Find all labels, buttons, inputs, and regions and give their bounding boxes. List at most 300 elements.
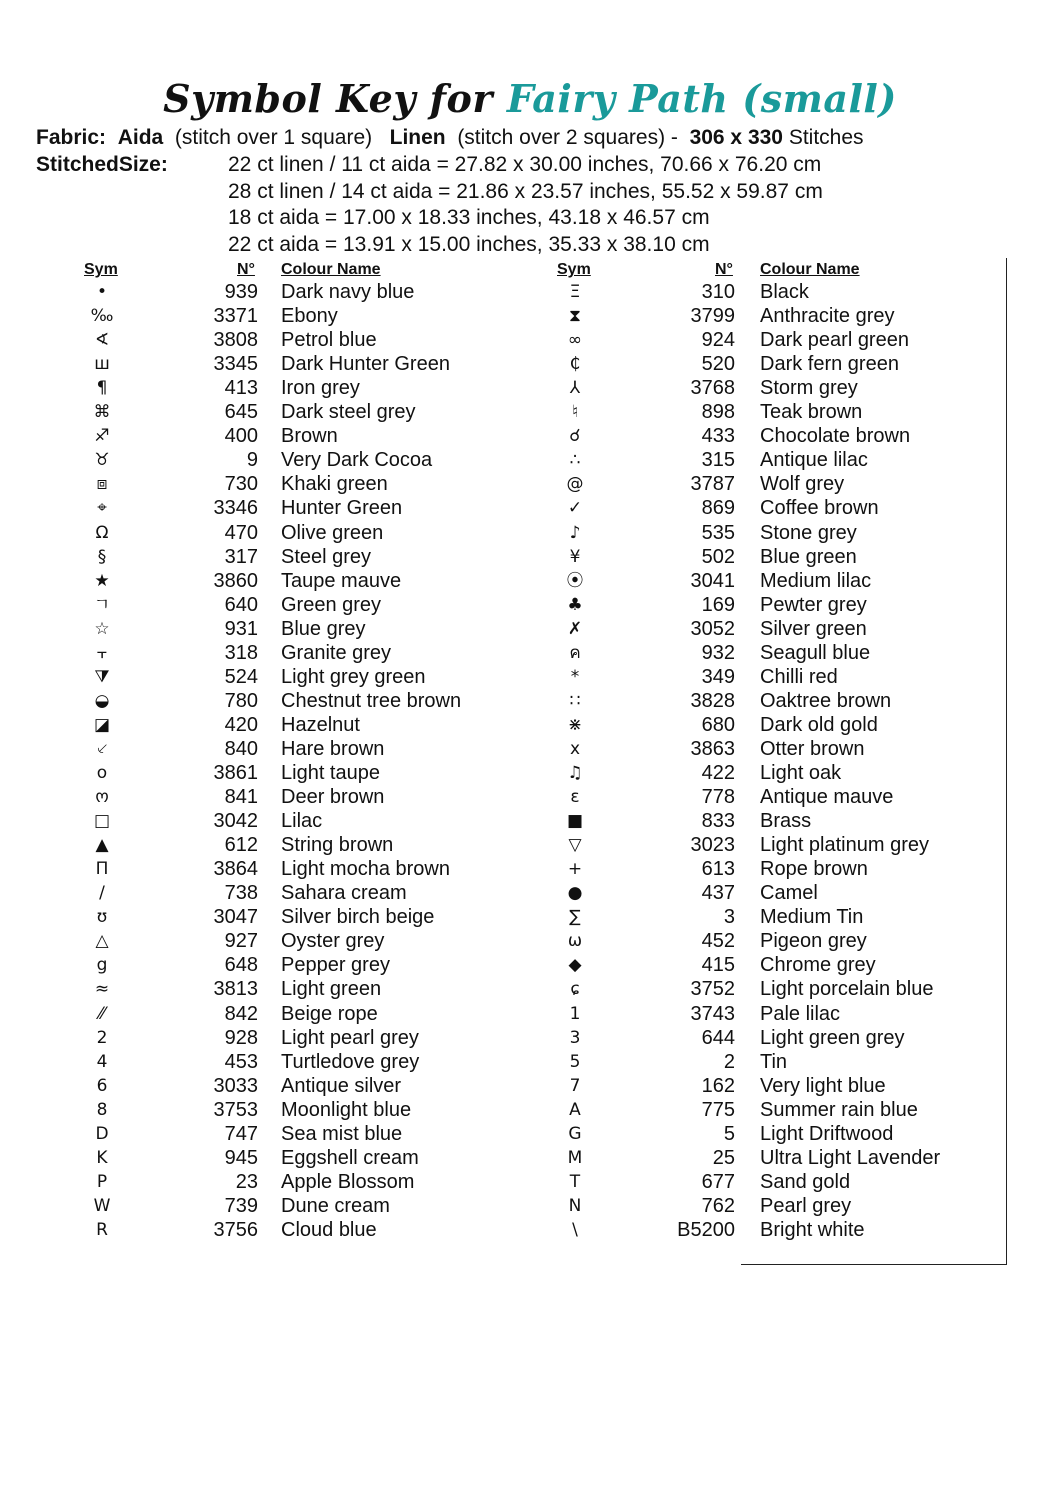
symbol-glyph: ■ (566, 811, 584, 832)
symbol-glyph: ⧈ (96, 474, 108, 495)
symbol-glyph: P (96, 1171, 108, 1192)
colour-number: 3743 (690, 1002, 735, 1025)
symbol-glyph: 2 (96, 1027, 108, 1048)
colour-name: Seagull blue (760, 641, 871, 664)
table-row (0, 1218, 1060, 1242)
colour-number: 413 (224, 377, 258, 400)
symbol-glyph: ♮ (571, 402, 579, 423)
table-row (0, 785, 1060, 809)
colour-name: Black (760, 281, 809, 303)
symbol-glyph: ◪ (93, 714, 111, 735)
colour-number: 470 (224, 521, 258, 544)
symbol-glyph: ⦿ (566, 570, 584, 591)
colour-number: 3813 (213, 978, 258, 1001)
symbol-glyph: □ (93, 811, 111, 832)
colour-name: Anthracite grey (760, 305, 895, 328)
colour-name: Hunter Green (281, 497, 403, 520)
symbol-glyph: T (569, 1171, 581, 1192)
table-row (0, 352, 1060, 376)
symbol-glyph: ☆ (94, 618, 110, 639)
colour-name: Ultra Light Lavender (760, 1146, 941, 1169)
colour-number: 3787 (690, 473, 735, 496)
colour-number: B5200 (677, 1218, 735, 1241)
symbol-glyph: ✗ (567, 618, 583, 639)
colour-number: 452 (701, 930, 735, 953)
table-row (0, 1098, 1060, 1122)
colour-number: 841 (224, 786, 258, 809)
colour-name: Light porcelain blue (760, 978, 934, 1001)
colour-name: Sahara cream (281, 882, 407, 905)
symbol-glyph: \ (572, 1219, 578, 1240)
colour-number: 931 (224, 617, 258, 640)
colour-number: 3863 (690, 737, 735, 760)
colour-number: 415 (701, 954, 735, 977)
table-row (0, 641, 1060, 665)
colour-number: 648 (224, 954, 258, 977)
colour-number: 162 (701, 1074, 735, 1097)
table-row (0, 280, 1060, 304)
colour-number: 738 (224, 882, 258, 905)
header-sym: Sym (84, 261, 118, 278)
table-row (0, 761, 1060, 785)
table-row (0, 833, 1060, 857)
colour-name: Iron grey (281, 377, 360, 400)
page-title (0, 76, 1060, 121)
table-row (0, 737, 1060, 761)
symbol-glyph: ¶ (96, 378, 108, 399)
colour-number: 842 (224, 1002, 258, 1025)
table-row (0, 376, 1060, 400)
colour-number: 613 (701, 858, 735, 881)
bottom-border (741, 1264, 1007, 1265)
colour-name: Summer rain blue (760, 1098, 918, 1121)
colour-number: 535 (701, 521, 735, 544)
colour-number: 3756 (213, 1218, 258, 1241)
symbol-glyph: ◆ (568, 955, 582, 976)
colour-number: 739 (224, 1194, 258, 1217)
colour-name: Antique mauve (760, 786, 894, 809)
colour-number: 3 (723, 906, 735, 929)
table-row (0, 424, 1060, 448)
symbol-glyph: o (96, 763, 108, 783)
header-colour-name: Colour Name (760, 261, 860, 278)
colour-number: 3047 (213, 906, 258, 929)
colour-number: 2 (723, 1050, 735, 1073)
symbol-glyph: ⸔ (95, 738, 109, 759)
symbol-glyph: G (568, 1123, 582, 1144)
symbol-glyph: * (570, 666, 580, 687)
table-row (0, 977, 1060, 1001)
symbol-glyph: 1 (569, 1003, 581, 1024)
colour-name: Beige rope (281, 1002, 378, 1025)
symbol-glyph: ㄱ (93, 594, 111, 615)
symbol-glyph: N (568, 1195, 582, 1216)
colour-name: Light mocha brown (281, 858, 450, 881)
colour-name: Dark pearl green (760, 329, 909, 352)
symbol-glyph: ♪ (569, 522, 581, 543)
symbol-glyph: ʊ (96, 907, 108, 928)
symbol-glyph: ⁄⁄ (99, 1003, 105, 1024)
symbol-glyph: ∴ (569, 450, 581, 471)
symbol-glyph: ε (570, 787, 580, 808)
header-colour-name: Colour Name (281, 261, 381, 278)
symbol-glyph: ‰ (90, 306, 114, 327)
colour-number: 833 (701, 810, 735, 833)
colour-name: Tin (760, 1050, 788, 1073)
colour-name: Rope brown (760, 858, 868, 881)
symbol-glyph: ⌖ (97, 498, 107, 519)
colour-name: String brown (281, 834, 394, 857)
symbol-glyph: x (569, 738, 581, 759)
colour-number: 3345 (213, 353, 258, 376)
table-row (0, 472, 1060, 496)
colour-name: Light platinum grey (760, 834, 929, 857)
colour-name: Light green grey (760, 1026, 905, 1049)
colour-number: 9 (246, 449, 258, 472)
table-row (0, 569, 1060, 593)
symbol-glyph: Ξ (569, 282, 581, 302)
colour-name: Silver birch beige (281, 906, 435, 929)
colour-number: 169 (701, 593, 735, 616)
colour-number: 3023 (690, 834, 735, 857)
colour-number: 3753 (213, 1098, 258, 1121)
colour-number: 924 (701, 329, 735, 352)
stitch-count: 306 x 330 (689, 126, 783, 149)
colour-name: Moonlight blue (281, 1098, 412, 1121)
header-sym: Sym (557, 261, 591, 278)
table-row (0, 881, 1060, 905)
table-row (0, 593, 1060, 617)
symbol-glyph: + (567, 859, 583, 880)
colour-name: Storm grey (760, 377, 858, 400)
colour-number: 433 (701, 425, 735, 448)
table-row (0, 713, 1060, 737)
colour-number: 453 (224, 1050, 258, 1073)
colour-name: Ebony (281, 305, 338, 328)
fabric-linen: Linen (389, 126, 446, 149)
colour-number: 25 (712, 1146, 735, 1169)
colour-number: 747 (224, 1122, 258, 1145)
colour-number: 778 (701, 786, 735, 809)
colour-name: Teak brown (760, 401, 863, 424)
fabric-aida: Aida (117, 126, 164, 149)
symbol-glyph: ∑ (569, 907, 581, 928)
colour-name: Light oak (760, 762, 842, 784)
stitches-word: Stitches (788, 126, 864, 149)
table-row (0, 328, 1060, 352)
symbol-glyph: ∞ (567, 330, 583, 351)
colour-number: 318 (224, 641, 258, 664)
colour-name: Wolf grey (760, 473, 845, 496)
colour-name: Pigeon grey (760, 930, 867, 953)
colour-name: Lilac (281, 810, 323, 833)
table-row (0, 1026, 1060, 1050)
colour-number: 3861 (213, 762, 258, 784)
table-row (0, 496, 1060, 520)
colour-number: 945 (224, 1146, 258, 1169)
symbol-glyph: ω (567, 931, 583, 952)
colour-name: Apple Blossom (281, 1170, 415, 1193)
colour-number: 932 (701, 641, 735, 664)
symbol-glyph: Ω (95, 522, 109, 543)
colour-name: Brass (760, 810, 812, 833)
table-row (0, 809, 1060, 833)
colour-number: 3828 (690, 689, 735, 712)
colour-number: 502 (701, 545, 735, 568)
colour-name: Brown (281, 425, 338, 448)
colour-name: Very light blue (760, 1074, 886, 1097)
colour-number: 23 (235, 1170, 258, 1193)
colour-name: Taupe mauve (281, 569, 402, 592)
table-row (0, 1122, 1060, 1146)
colour-number: 3371 (213, 305, 258, 328)
stitched-size-label: StitchedSize: (36, 153, 168, 176)
colour-name: Green grey (281, 593, 382, 616)
colour-number: 3860 (213, 569, 258, 592)
symbol-glyph: ⧩ (94, 666, 110, 687)
symbol-glyph: ш (94, 354, 110, 375)
colour-name: Olive green (281, 521, 384, 544)
table-row (0, 905, 1060, 929)
symbol-glyph: ▽ (568, 835, 582, 856)
colour-name: Pepper grey (281, 954, 390, 977)
symbol-glyph: K (96, 1147, 108, 1168)
colour-name: Sand gold (760, 1170, 851, 1193)
symbol-glyph: A (569, 1099, 581, 1120)
fabric-label: Fabric: (36, 126, 107, 149)
symbol-glyph: D (95, 1123, 109, 1144)
colour-name: Pewter grey (760, 593, 867, 616)
table-row (0, 1170, 1060, 1194)
colour-number: 645 (224, 401, 258, 424)
colour-name: Bright white (760, 1218, 865, 1241)
symbol-glyph: ო (95, 787, 109, 808)
colour-number: 3799 (690, 305, 735, 328)
symbol-glyph: 5 (569, 1051, 581, 1072)
colour-name: Oyster grey (281, 930, 385, 953)
colour-name: Medium lilac (760, 569, 872, 592)
colour-name: Dark steel grey (281, 401, 416, 424)
colour-number: 3346 (213, 497, 258, 520)
table-row (0, 1074, 1060, 1098)
colour-name: Oaktree brown (760, 689, 892, 712)
fabric-line (36, 126, 864, 150)
colour-number: 775 (701, 1098, 735, 1121)
symbol-glyph: ∷ (569, 690, 581, 711)
colour-name: Stone grey (760, 521, 857, 544)
symbol-glyph: ♫ (567, 763, 583, 783)
colour-number: 928 (224, 1026, 258, 1049)
table-row (0, 1194, 1060, 1218)
colour-number: 349 (701, 665, 735, 688)
symbol-glyph: ★ (94, 570, 110, 591)
table-row (0, 1002, 1060, 1026)
symbol-glyph: 6 (96, 1075, 108, 1096)
colour-number: 315 (701, 449, 735, 472)
table-row (0, 953, 1060, 977)
table-row (0, 545, 1060, 569)
colour-name: Pale lilac (760, 1002, 841, 1025)
colour-name: Chilli red (760, 665, 838, 688)
colour-name: Silver green (760, 617, 867, 640)
colour-name: Chestnut tree brown (281, 689, 462, 712)
colour-name: Medium Tin (760, 906, 864, 929)
colour-number: 524 (224, 665, 258, 688)
symbol-glyph: △ (95, 931, 109, 952)
symbol-glyph: ✓ (567, 498, 583, 519)
symbol-glyph: g (96, 955, 108, 976)
colour-name: Antique lilac (760, 449, 868, 472)
colour-name: Khaki green (281, 473, 388, 496)
table-row (0, 617, 1060, 641)
table-row (0, 857, 1060, 881)
colour-name: Hare brown (281, 737, 385, 760)
symbol-glyph: 7 (569, 1075, 581, 1096)
table-row (0, 665, 1060, 689)
colour-number: 762 (701, 1194, 735, 1217)
colour-name: Coffee brown (760, 497, 879, 520)
table-row (0, 304, 1060, 328)
symbol-glyph: ▲ (95, 835, 109, 856)
symbol-glyph: ⫟ (96, 642, 108, 663)
colour-number: 869 (701, 497, 735, 520)
colour-number: 677 (701, 1170, 735, 1193)
symbol-glyph: @ (566, 474, 584, 495)
colour-number: 644 (701, 1026, 735, 1049)
symbol-glyph: ค (569, 642, 581, 663)
colour-name: Light green (281, 978, 382, 1001)
colour-name: Otter brown (760, 737, 865, 760)
colour-number: 3041 (690, 569, 735, 592)
symbol-glyph: ⌘ (93, 402, 111, 423)
colour-name: Light grey green (281, 665, 426, 688)
colour-number: 780 (224, 689, 258, 712)
symbol-glyph: ⅄ (569, 378, 581, 399)
colour-number: 422 (701, 762, 735, 784)
symbol-glyph: ⋇ (567, 714, 583, 735)
colour-name: Eggshell cream (281, 1146, 419, 1169)
colour-number: 3808 (213, 329, 258, 352)
colour-name: Petrol blue (281, 329, 377, 352)
stitched-size-line: 22 ct linen / 11 ct aida = 27.82 x 30.00 inches, 70.66 x 76.20 cm (228, 153, 822, 176)
symbol-glyph: ∢ (94, 330, 110, 351)
symbol-glyph: M (567, 1147, 583, 1168)
table-row (0, 929, 1060, 953)
colour-number: 3768 (690, 377, 735, 400)
colour-name: Camel (760, 882, 818, 905)
colour-name: Dark Hunter Green (281, 353, 450, 376)
colour-number: 3042 (213, 810, 258, 833)
fabric-linen-note: (stitch over 2 squares) - (457, 126, 678, 149)
colour-number: 840 (224, 737, 258, 760)
colour-name: Chrome grey (760, 954, 876, 977)
symbol-glyph: § (97, 546, 107, 567)
colour-name: Blue grey (281, 617, 366, 640)
colour-number: 898 (701, 401, 735, 424)
header-num: N° (237, 261, 255, 278)
symbol-glyph: ⧗ (569, 306, 581, 327)
colour-number: 520 (701, 353, 735, 376)
colour-name: Turtledove grey (281, 1050, 420, 1073)
colour-number: 3052 (690, 617, 735, 640)
colour-name: Steel grey (281, 545, 372, 568)
symbol-glyph: ◒ (94, 690, 110, 711)
symbol-glyph: ● (567, 883, 583, 904)
pattern-name: Fairy Path (small) (506, 76, 897, 121)
colour-number: 612 (224, 834, 258, 857)
symbol-glyph: ♣ (567, 594, 583, 615)
symbol-glyph: 3 (569, 1027, 581, 1048)
colour-name: Cloud blue (281, 1218, 377, 1241)
header-num: N° (715, 261, 733, 278)
symbol-glyph: • (96, 282, 108, 302)
title-lead: Symbol Key for (163, 76, 493, 121)
colour-name: Dark fern green (760, 353, 899, 376)
colour-name: Deer brown (281, 786, 385, 809)
symbol-glyph: ≈ (94, 979, 110, 1000)
colour-name: Light Driftwood (760, 1122, 894, 1145)
colour-name: Granite grey (281, 641, 392, 664)
colour-number: 310 (701, 281, 735, 303)
symbol-glyph: / (99, 883, 105, 904)
colour-name: Very Dark Cocoa (281, 449, 433, 472)
symbol-glyph: ♉ (94, 450, 110, 471)
colour-name: Blue green (760, 545, 857, 568)
colour-name: Pearl grey (760, 1194, 852, 1217)
colour-name: Chocolate brown (760, 425, 911, 448)
colour-number: 437 (701, 882, 735, 905)
colour-name: Light taupe (281, 762, 380, 784)
symbol-glyph: R (96, 1219, 108, 1240)
colour-number: 400 (224, 425, 258, 448)
colour-name: Sea mist blue (281, 1122, 403, 1145)
colour-number: 420 (224, 713, 258, 736)
stitched-size-line: 18 ct aida = 17.00 x 18.33 inches, 43.18 x 46.57 cm (228, 206, 710, 229)
table-row (0, 521, 1060, 545)
symbol-glyph: ₵ (569, 354, 581, 375)
colour-number: 730 (224, 473, 258, 496)
colour-number: 3864 (213, 858, 258, 881)
table-row (0, 1146, 1060, 1170)
symbol-glyph: 4 (96, 1051, 108, 1072)
colour-number: 3752 (690, 978, 735, 1001)
stitched-size-line: 22 ct aida = 13.91 x 15.00 inches, 35.33 x 38.10 cm (228, 233, 710, 256)
symbol-glyph: ¥ (569, 546, 581, 567)
colour-number: 5 (723, 1122, 735, 1145)
colour-number: 680 (701, 713, 735, 736)
colour-name: Dark navy blue (281, 281, 415, 303)
table-row (0, 400, 1060, 424)
colour-number: 3033 (213, 1074, 258, 1097)
symbol-glyph: ♐ (94, 426, 110, 447)
colour-number: 317 (224, 545, 258, 568)
table-row (0, 689, 1060, 713)
table-row (0, 448, 1060, 472)
colour-name: Dune cream (281, 1194, 390, 1217)
colour-number: 939 (224, 281, 258, 303)
colour-number: 640 (224, 593, 258, 616)
colour-number: 927 (224, 930, 258, 953)
colour-name: Antique silver (281, 1074, 402, 1097)
table-row (0, 1050, 1060, 1074)
symbol-glyph: ☌ (569, 426, 581, 447)
symbol-glyph: 8 (96, 1099, 108, 1120)
colour-name: Dark old gold (760, 713, 878, 736)
symbol-glyph: Π (95, 859, 109, 880)
fabric-aida-note: (stitch over 1 square) (174, 126, 373, 149)
colour-name: Light pearl grey (281, 1026, 419, 1049)
right-border (1006, 258, 1007, 1264)
